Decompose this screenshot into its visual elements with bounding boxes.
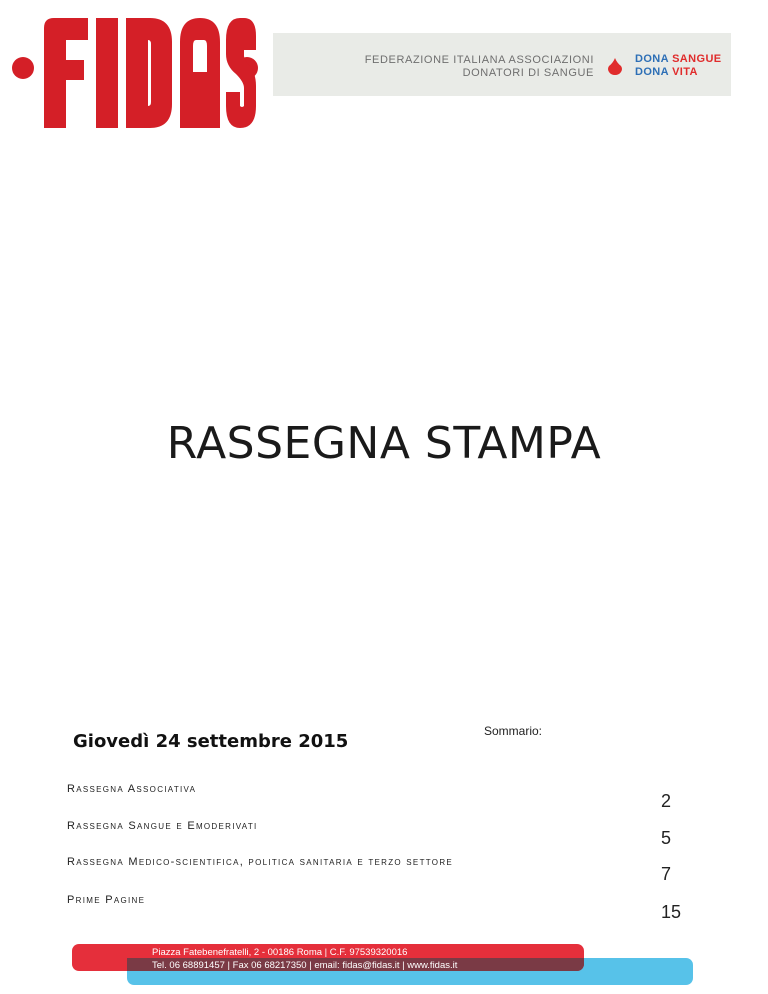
federation-name <box>365 54 594 80</box>
header-banner <box>273 33 731 96</box>
slogan-sangue: SANGUE <box>672 53 722 65</box>
slogan-vita: VITA <box>672 65 698 78</box>
toc-page-number: 15 <box>661 902 682 922</box>
footer-address: Piazza Fatebenefratelli, 2 - 00186 Roma | C.F. 97539320016 <box>152 947 408 958</box>
page-title: RASSEGNA STAMPA <box>166 418 602 469</box>
fidas-logo <box>10 10 262 130</box>
footer-contacts: Tel. 06 68891457 | Fax 06 68217350 | email: fidas@fidas.it | www.fidas.it <box>152 960 458 971</box>
federation-line-2: DONATORI DI SANGUE <box>462 67 594 79</box>
toc-label: Prime Pagine <box>67 894 146 906</box>
slogan-dona-2: DONA <box>635 65 669 78</box>
blood-drop-icon <box>607 57 623 75</box>
issue-date: Giovedì 24 settembre 2015 <box>73 731 349 752</box>
toc-page-number: 7 <box>661 864 672 884</box>
slogan <box>635 53 722 78</box>
toc-label: Rassegna Medico-scientifica, politica sanitaria e terzo settore <box>67 856 454 868</box>
toc-row[interactable] <box>67 856 707 886</box>
footer-contact <box>152 946 457 972</box>
federation-line-1: FEDERAZIONE ITALIANA ASSOCIAZIONI <box>364 54 594 66</box>
toc-label: Rassegna Sangue e Emoderivati <box>67 820 258 832</box>
toc-label: Rassegna Associativa <box>67 783 197 795</box>
sommario-label: Sommario: <box>484 724 543 738</box>
toc-page-number: 2 <box>661 791 672 811</box>
slogan-dona-1: DONA <box>635 53 669 65</box>
toc-row[interactable] <box>67 894 707 924</box>
toc-row[interactable] <box>67 820 707 850</box>
toc-page-number: 5 <box>661 828 672 848</box>
toc-row[interactable] <box>67 783 707 813</box>
